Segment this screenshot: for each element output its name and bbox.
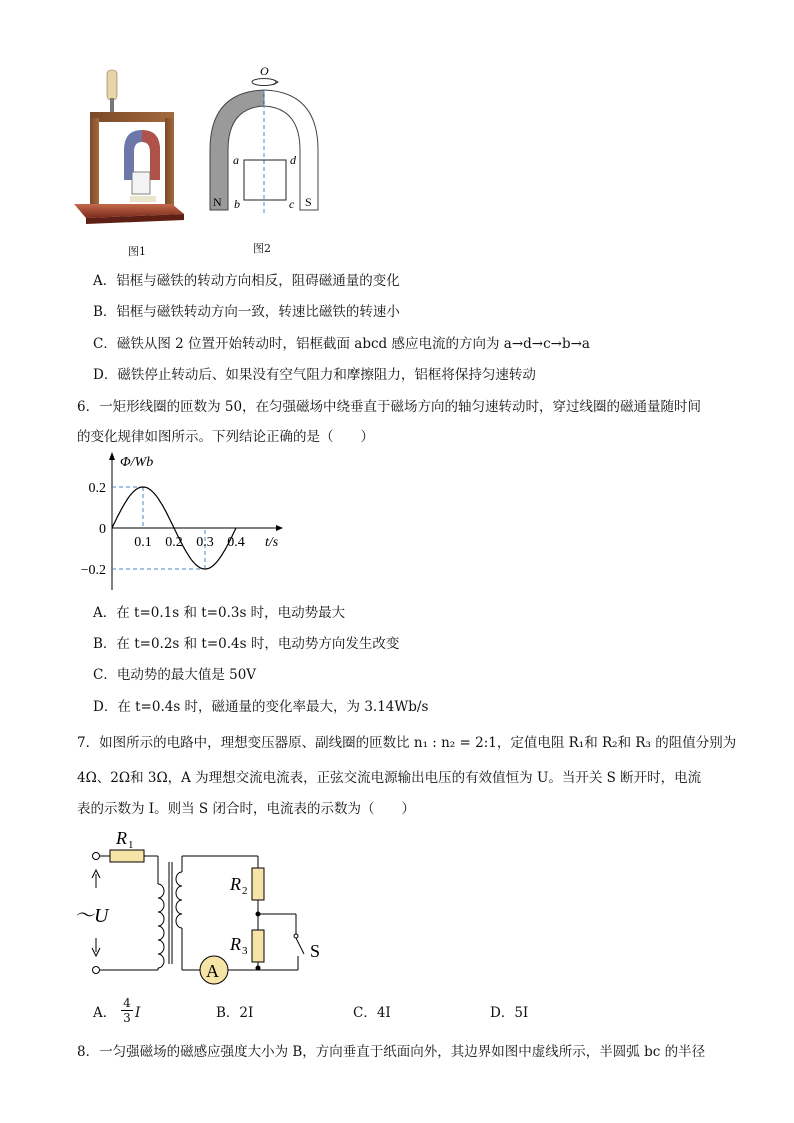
switch-label: S (310, 941, 321, 961)
q6-stem-line1: 6．一矩形线圈的匝数为 50，在匀强磁场中绕垂直于磁场方向的轴匀速转动时，穿过线圈的磁通量随时间 (77, 399, 702, 415)
figure-2 (200, 60, 330, 220)
q6-option-d: D．在 t=0.4s 时，磁通量的变化率最大，为 3.14Wb/s (93, 699, 429, 715)
q7-option-a-variable: I (135, 1005, 141, 1021)
figure-1-illustration (72, 68, 192, 228)
r2-label: R (230, 874, 241, 894)
x-axis-arrow (276, 525, 283, 531)
q6-option-b: B．在 t=0.2s 和 t=0.4s 时，电动势方向发生改变 (93, 636, 400, 652)
q7-circuit (70, 822, 340, 994)
figure-1 (72, 68, 192, 228)
y-axis-label: Φ/Wb (120, 455, 154, 470)
corner-c: c (289, 197, 295, 211)
fraction-denominator: 3 (123, 1011, 131, 1025)
q7-stem-line1: 7．如图所示的电路中，理想变压器原、副线圈的匝数比 n₁ : n₂ = 2:1，定值电阻 R₁和 R₂和 R₃ 的阻值分别为 (77, 735, 737, 751)
q7-option-d: D．5I (490, 1005, 529, 1021)
source-label: ～U (74, 905, 109, 927)
circuit-diagram (70, 822, 340, 994)
pole-n: N (213, 195, 222, 209)
fraction-numerator: 4 (123, 996, 131, 1010)
r3-subscript: 3 (242, 945, 248, 957)
q6-graph (80, 450, 300, 595)
q7-option-a-label: A． (93, 1005, 117, 1021)
x-axis-label: t/s (265, 535, 279, 550)
q6-stem-line2: 的变化规律如图所示。下列结论正确的是（ ） (77, 429, 374, 445)
x-tick-label: 0.1 (134, 535, 152, 550)
q7-option-c: C．4I (353, 1005, 391, 1021)
corner-a: a (233, 153, 239, 167)
ammeter-label: A (206, 961, 219, 981)
x-tick-label: 0.3 (196, 535, 214, 550)
y-axis-arrow (109, 452, 115, 460)
q7-option-a-fraction (121, 996, 133, 1025)
q5-option-b: B．铝框与磁铁转动方向一致，转速比磁铁的转速小 (93, 304, 400, 320)
r2-subscript: 2 (242, 885, 248, 897)
q5-option-c: C．磁铁从图 2 位置开始转动时，铝框截面 abcd 感应电流的方向为 a→d→c→b→a (93, 336, 590, 352)
pole-s: S (305, 195, 312, 209)
corner-d: d (290, 153, 296, 167)
figure-1-caption: 图1 (128, 245, 146, 258)
y-tick-label: 0.2 (88, 481, 106, 496)
q7-stem-line3: 表的示数为 I。则当 S 闭合时，电流表的示数为（ ） (77, 801, 415, 817)
y-tick-label: −0.2 (80, 563, 106, 578)
y-tick-label: 0 (99, 522, 106, 537)
axis-label-o: O (260, 64, 269, 78)
q6-option-a: A．在 t=0.1s 和 t=0.3s 时，电动势最大 (93, 605, 346, 621)
r3-label: R (230, 934, 241, 954)
r1-label: R (116, 828, 127, 848)
flux-time-chart (80, 450, 300, 595)
x-tick-label: 0.2 (165, 535, 183, 550)
figure-2-caption: 图2 (253, 242, 271, 255)
q6-option-c: C．电动势的最大值是 50V (93, 667, 257, 683)
corner-b: b (234, 197, 240, 211)
q7-stem-line2: 4Ω、2Ω和 3Ω，A 为理想交流电流表，正弦交流电源输出电压的有效值恒为 U。当开关 S 断开时，电流 (77, 770, 702, 786)
q8-stem-line1: 8．一匀强磁场的磁感应强度大小为 B，方向垂直于纸面向外，其边界如图中虚线所示，半圆弧 bc 的半径 (77, 1044, 706, 1060)
x-tick-label: 0.4 (227, 535, 245, 550)
q5-option-a: A．铝框与磁铁的转动方向相反，阻碍磁通量的变化 (93, 273, 400, 289)
q7-option-b: B．2I (216, 1005, 254, 1021)
figure-2-illustration (200, 60, 330, 220)
q5-option-d: D．磁铁停止转动后、如果没有空气阻力和摩擦阻力，铝框将保持匀速转动 (93, 367, 536, 383)
r1-subscript: 1 (128, 839, 134, 851)
